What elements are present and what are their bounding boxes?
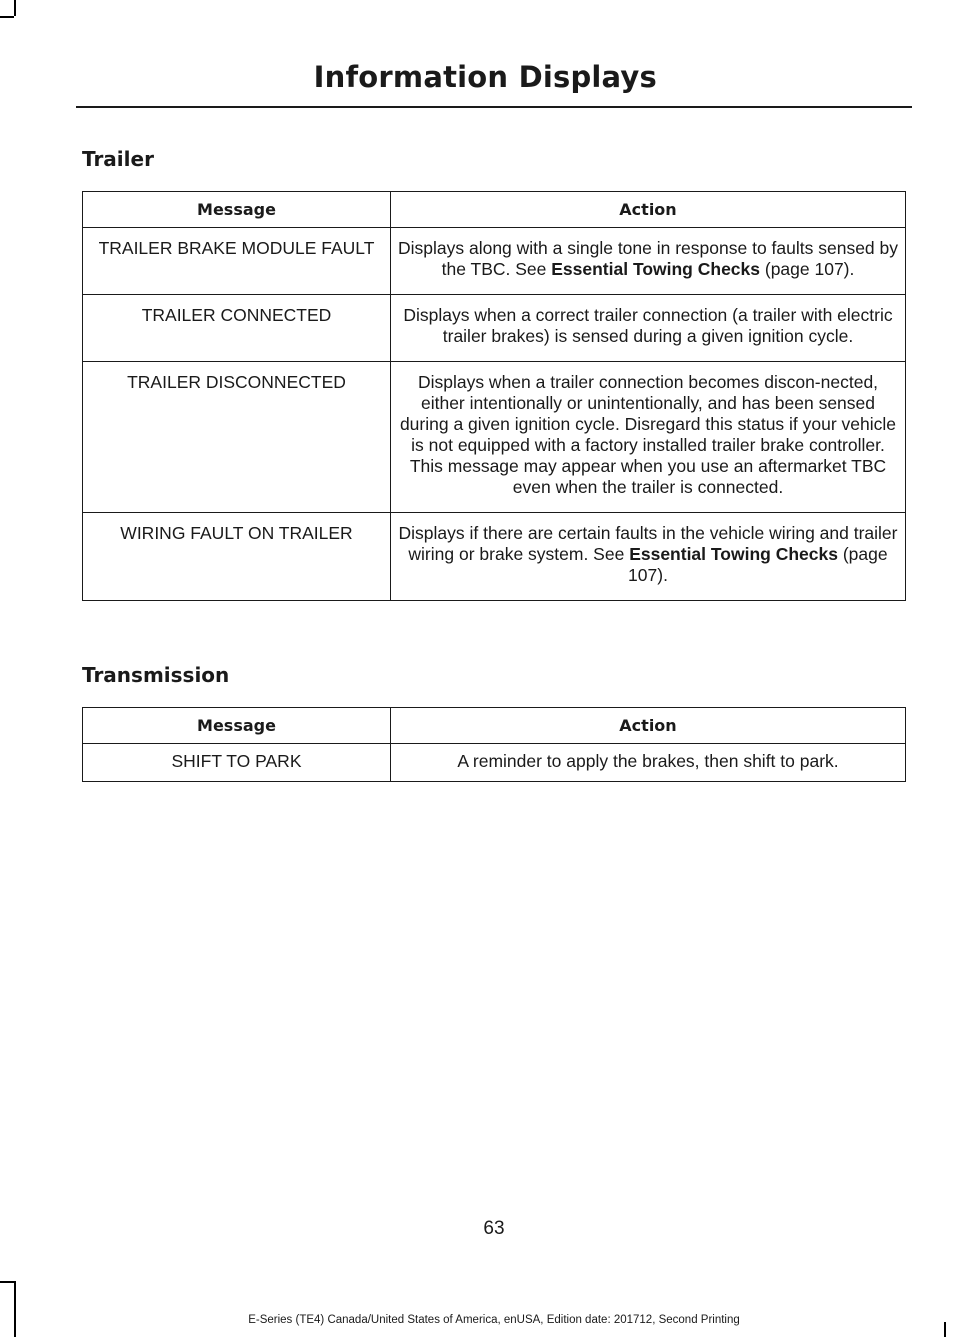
message-text: SHIFT TO PARK: [171, 751, 302, 771]
table-header-row: [83, 708, 906, 744]
message-cell: [83, 228, 391, 295]
page-reference: (page 107).: [628, 544, 888, 585]
crop-mark: [14, 1281, 16, 1337]
edition-footer: E-Series (TE4) Canada/United States of America, enUSA, Edition date: 201712, Second Printing: [248, 1314, 740, 1326]
section-heading-transmission: Transmission: [82, 663, 230, 687]
section-heading-trailer: Trailer: [82, 147, 154, 171]
action-text: Displays if there are certain faults in the vehicle wiring and trailer wiring or brake system. See: [398, 523, 898, 564]
action-text: Displays when a trailer connection becomes discon-nected, either intentionally or unintentionally, and has been sensed during a given ignition cycle. Disregard this status if your vehicle is not equipped with a factory installed trailer brake controller. This message may appear when you use an aftermarket TBC even when the trailer is connected.: [399, 372, 897, 497]
action-cell: [391, 228, 906, 295]
crop-mark: [14, 0, 16, 16]
action-text: Displays along with a single tone in response to faults sensed by the TBC. See: [397, 238, 898, 279]
column-header-message: Message: [83, 192, 391, 228]
message-text: TRAILER CONNECTED: [141, 305, 332, 325]
table-row: [83, 513, 906, 601]
column-header-action: Action: [391, 708, 906, 744]
table-row: [83, 295, 906, 362]
column-header-action: Action: [391, 192, 906, 228]
message-cell: [83, 513, 391, 601]
page-title: Information Displays: [313, 60, 657, 94]
column-header-message: Message: [83, 708, 391, 744]
action-cell: [391, 295, 906, 362]
message-cell: [83, 362, 391, 513]
table-row: [83, 362, 906, 513]
message-text: TRAILER DISCONNECTED: [127, 372, 346, 392]
table-row: [83, 228, 906, 295]
message-text: WIRING FAULT ON TRAILER: [120, 523, 353, 543]
table-row: [83, 744, 906, 782]
trailer-message-table: [82, 191, 906, 601]
action-text: A reminder to apply the brakes, then shift to park.: [457, 751, 839, 771]
page-reference: (page 107).: [760, 259, 855, 279]
cross-reference-link[interactable]: Essential Towing Checks: [629, 544, 838, 564]
table-header-row: [83, 192, 906, 228]
action-text: Displays when a correct trailer connection (a trailer with electric trailer brakes) is sensed during a given ignition cycle.: [403, 305, 893, 346]
message-cell: [83, 295, 391, 362]
page-number: 63: [483, 1218, 505, 1239]
action-cell: [391, 513, 906, 601]
cross-reference-link[interactable]: Essential Towing Checks: [551, 259, 760, 279]
crop-mark: [0, 16, 14, 18]
message-text: TRAILER BRAKE MODULE FAULT: [98, 238, 375, 258]
transmission-message-table: [82, 707, 906, 782]
crop-mark: [0, 1281, 14, 1283]
header-divider: [76, 106, 912, 108]
action-cell: [391, 362, 906, 513]
message-cell: [83, 744, 391, 782]
action-cell: [391, 744, 906, 782]
